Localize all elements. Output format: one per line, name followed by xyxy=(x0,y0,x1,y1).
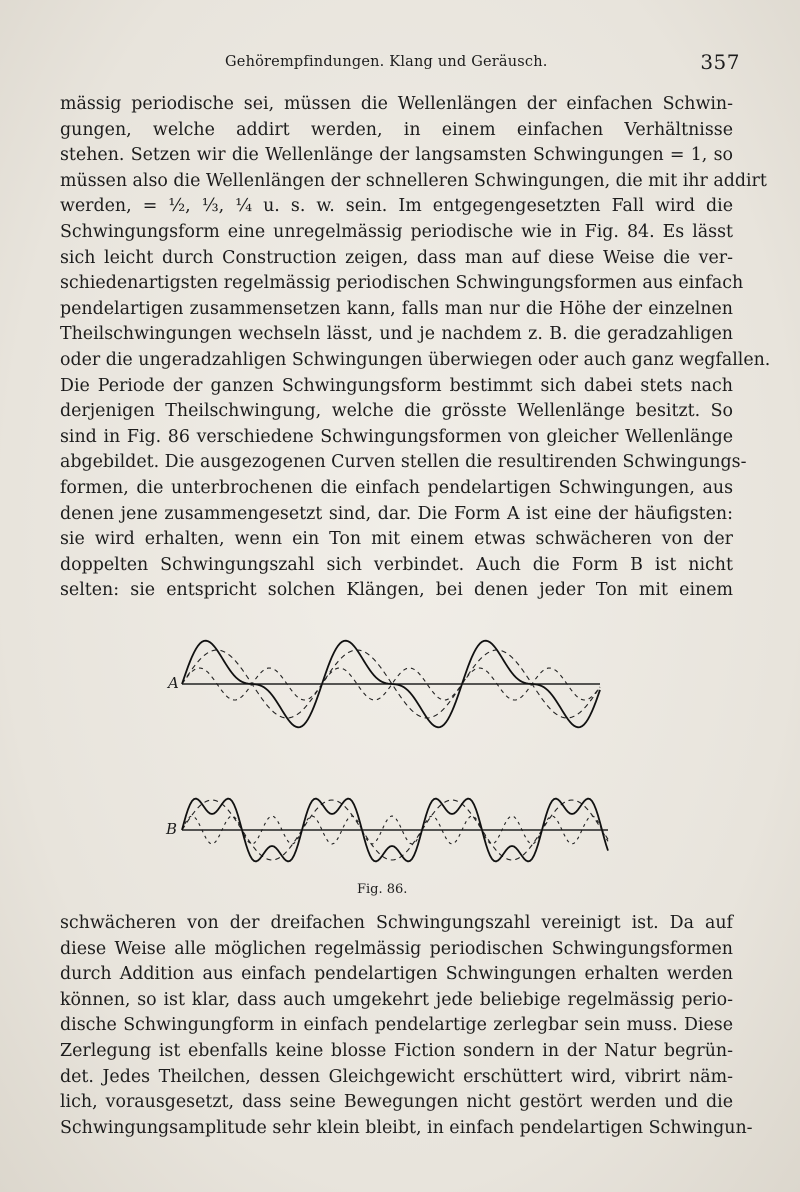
text-line: mässig periodische sei, müssen die Wellenlängen der einfachen Schwin- xyxy=(60,94,733,114)
text-line: Theilschwingungen wechseln lässt, und je nachdem z. B. die geradzahligen xyxy=(60,324,733,345)
text-line: stehen. Setzen wir die Wellenlänge der langsamsten Schwingungen = 1, so xyxy=(60,145,733,166)
text-line: sie wird erhalten, wenn ein Ton mit einem etwas schwächeren von der xyxy=(60,529,733,550)
waveform-diagram xyxy=(160,626,620,876)
text-line: abgebildet. Die ausgezogenen Curven stellen die resultirenden Schwingungs- xyxy=(60,452,747,473)
text-line: doppelten Schwingungszahl sich verbindet. Auch die Form B ist nicht xyxy=(60,554,733,575)
text-line: können, so ist klar, dass auch umgekehrt jede beliebige regelmässig perio- xyxy=(60,989,733,1010)
text-line: sind in Fig. 86 verschiedene Schwingungsformen von gleicher Wellenlänge xyxy=(60,426,733,447)
text-line: durch Addition aus einfach pendelartigen Schwingungen erhalten werden xyxy=(60,964,733,985)
text-line: pendelartigen zusammensetzen kann, falls man nur die Höhe der einzelnen xyxy=(60,298,733,319)
text-line: formen, die unterbrochenen die einfach pendelartigen Schwingungen, aus xyxy=(60,477,733,498)
text-line: sich leicht durch Construction zeigen, dass man auf diese Weise die ver- xyxy=(60,247,733,268)
text-line: müssen also die Wellenlängen der schnelleren Schwingungen, die mit ihr addirt xyxy=(60,170,767,191)
figure-label-a: A xyxy=(168,674,179,692)
paragraph-2 xyxy=(60,911,753,1141)
text-line: denen jene zusammengesetzt sind, dar. Die Form A ist eine der häufigsten: xyxy=(60,503,733,524)
waveform-b xyxy=(182,799,608,862)
paragraph-1 xyxy=(60,92,771,604)
text-line: werden, = ½, ⅓, ¼ u. s. w. sein. Im entgegengesetzten Fall wird die xyxy=(60,196,733,217)
running-head: Gehörempfindungen. Klang und Geräusch. xyxy=(225,54,548,70)
text-line: selten: sie entspricht solchen Klängen, bei denen jeder Ton mit einem xyxy=(60,580,733,601)
text-line: schwächeren von der dreifachen Schwingungszahl vereinigt ist. Da auf xyxy=(60,913,733,933)
page-header xyxy=(60,50,740,80)
text-line: oder die ungeradzahligen Schwingungen überwiegen oder auch ganz wegfallen. xyxy=(60,349,771,370)
text-line: Schwingungsform eine unregelmässig periodische wie in Fig. 84. Es lässt xyxy=(60,221,733,242)
waveform-a xyxy=(182,641,600,728)
text-line: lich, vorausgesetzt, dass seine Bewegungen nicht gestört werden und die xyxy=(60,1092,733,1113)
figure-caption: Fig. 86. xyxy=(357,882,408,897)
text-line: derjenigen Theilschwingung, welche die grösste Wellenlänge besitzt. So xyxy=(60,401,733,422)
text-line: Schwingungsamplitude sehr klein bleibt, in einfach pendelartigen Schwingun- xyxy=(60,1117,753,1138)
text-line: gungen, welche addirt werden, in einem einfachen Verhältnisse xyxy=(60,119,733,140)
text-line: det. Jedes Theilchen, dessen Gleichgewicht erschüttert wird, vibrirt näm- xyxy=(60,1066,733,1087)
text-line: dische Schwingungform in einfach pendelartige zerlegbar sein muss. Diese xyxy=(60,1015,733,1036)
text-line: schiedenartigsten regelmässig periodischen Schwingungsformen aus einfach xyxy=(60,273,744,294)
text-line: diese Weise alle möglichen regelmässig periodischen Schwingungsformen xyxy=(60,938,733,959)
figure-86 xyxy=(160,626,620,916)
text-line: Die Periode der ganzen Schwingungsform bestimmt sich dabei stets nach xyxy=(60,375,733,396)
figure-label-b: B xyxy=(166,820,178,838)
text-line: Zerlegung ist ebenfalls keine blosse Fiction sondern in der Natur begrün- xyxy=(60,1040,733,1061)
page-number: 357 xyxy=(700,50,740,74)
